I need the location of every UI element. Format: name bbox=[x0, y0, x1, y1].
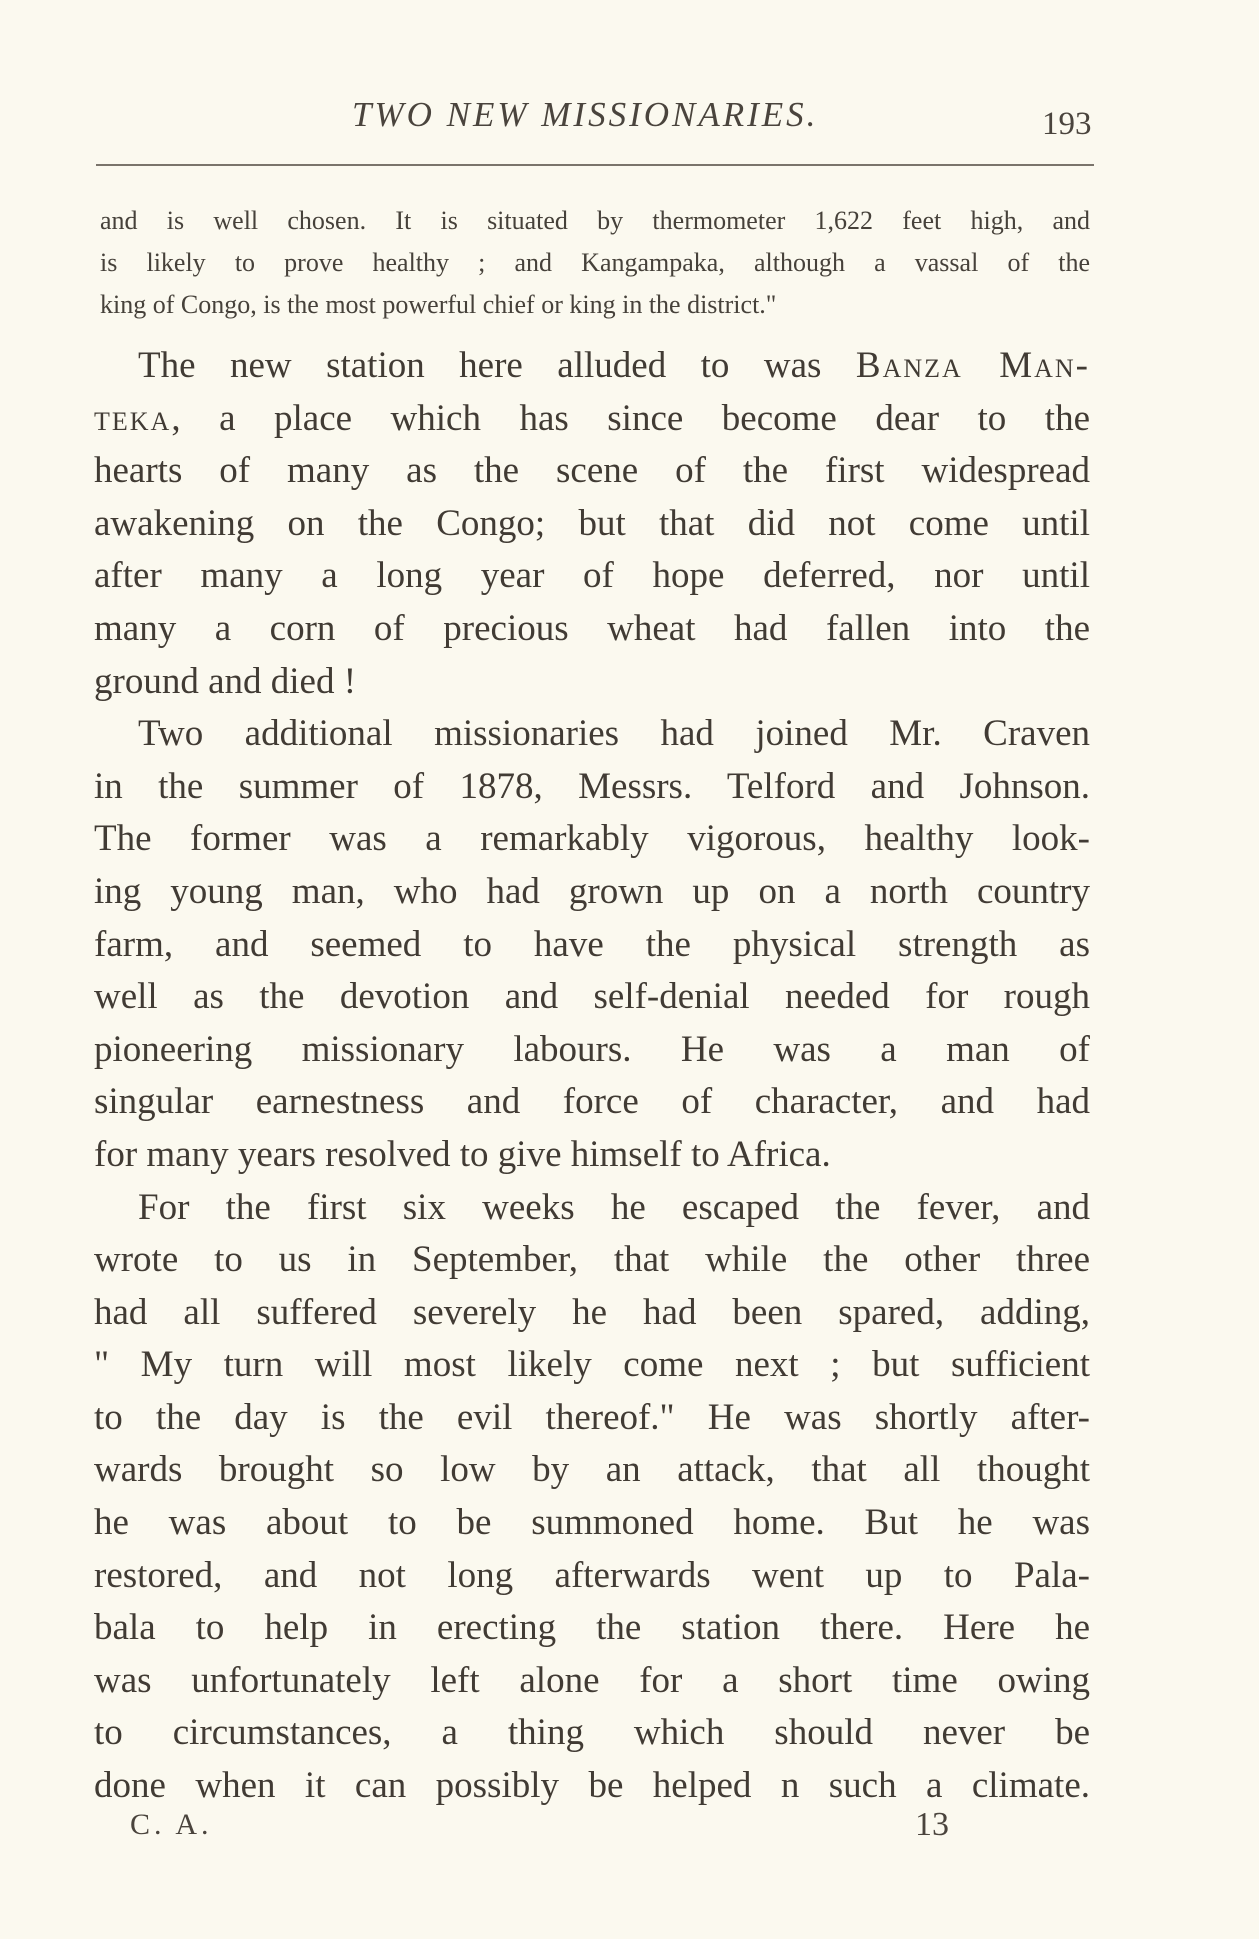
body-line bbox=[94, 340, 1090, 393]
body-line: to circumstances, a thing which should never be bbox=[94, 1712, 1090, 1754]
body-line: awakening on the Congo; but that did not come until bbox=[94, 502, 1090, 544]
signature-number: 13 bbox=[915, 1806, 949, 1843]
body-line: ground and died ! bbox=[94, 660, 357, 702]
body-line: in the summer of 1878, Messrs. Telford and Johnson. bbox=[94, 765, 1090, 807]
quote-line: and is well chosen. It is situated by thermometer 1,622 feet high, and bbox=[100, 206, 1090, 235]
quoted-passage bbox=[100, 200, 1090, 326]
body-line: bala to help in erecting the station there. Here he bbox=[94, 1607, 1090, 1649]
place-name: teka bbox=[94, 397, 172, 439]
body-line: many a corn of precious wheat had fallen into the bbox=[94, 607, 1090, 649]
body-line: pioneering missionary labours. He was a man of bbox=[94, 1028, 1090, 1070]
quote-line: is likely to prove healthy ; and Kangampaka, although a vassal of the bbox=[100, 248, 1090, 277]
body-line-text: , a place which has since become dear to the bbox=[171, 397, 1090, 439]
body-line: For the first six weeks he escaped the fever, and bbox=[138, 1186, 1090, 1228]
body-text bbox=[94, 340, 1090, 1813]
body-line: " My turn will most likely come next ; but sufficient bbox=[94, 1344, 1090, 1386]
body-line: farm, and seemed to have the physical strength as bbox=[94, 923, 1090, 965]
body-line: ing young man, who had grown up on a north country bbox=[94, 870, 1090, 912]
body-line: restored, and not long afterwards went up to Pala- bbox=[94, 1554, 1090, 1596]
page-number: 193 bbox=[1042, 106, 1092, 142]
body-line: after many a long year of hope deferred, nor until bbox=[94, 555, 1090, 597]
header-rule bbox=[96, 164, 1094, 166]
body-line: singular earnestness and force of character, and had bbox=[94, 1081, 1090, 1123]
body-line: The former was a remarkably vigorous, healthy look- bbox=[94, 818, 1090, 860]
body-line: was unfortunately left alone for a short time owing bbox=[94, 1659, 1090, 1701]
body-line: had all suffered severely he had been spared, adding, bbox=[94, 1291, 1090, 1333]
running-header: TWO NEW MISSIONARIES. bbox=[352, 95, 819, 134]
body-line: to the day is the evil thereof." He was shortly after- bbox=[94, 1396, 1090, 1438]
body-line: he was about to be summoned home. But he was bbox=[94, 1502, 1090, 1544]
body-line-text: The new station here alluded to was bbox=[138, 345, 856, 386]
quote-line: king of Congo, is the most powerful chief or king in the district." bbox=[100, 290, 777, 319]
body-line: hearts of many as the scene of the first widespread bbox=[94, 450, 1090, 492]
body-line: wrote to us in September, that while the other three bbox=[94, 1239, 1090, 1281]
body-line: well as the devotion and self-denial needed for rough bbox=[94, 976, 1090, 1018]
signature-mark: C. A. bbox=[130, 1808, 213, 1841]
place-name: Banza Man- bbox=[855, 345, 1091, 386]
body-line: for many years resolved to give himself to Africa. bbox=[94, 1133, 831, 1175]
body-line: done when it can possibly be helped n such a climate. bbox=[94, 1765, 1090, 1807]
body-line bbox=[94, 393, 1090, 446]
body-line: Two additional missionaries had joined Mr. Craven bbox=[138, 713, 1090, 755]
body-line: wards brought so low by an attack, that all thought bbox=[94, 1449, 1090, 1491]
